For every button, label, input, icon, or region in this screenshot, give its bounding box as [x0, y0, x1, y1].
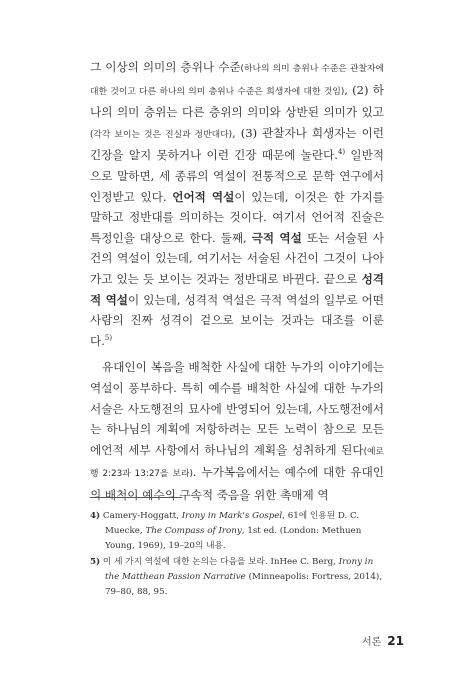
- text: Camery-Hoggatt,: [102, 511, 182, 521]
- book-title: Irony in Mark's Gospel: [181, 511, 283, 521]
- text: , (2) 하나의 의미 층위는 다른 층위의 의미와 상반된 의미가 있고: [90, 82, 384, 120]
- page-footer: [362, 633, 404, 648]
- text: 유대인이 복음을 배척한 사실에 대한 누가의 이야기에는 역설이 풍부하다. 특히 예수를 배척한 사실에 대한 누가의 서술은 사도행전의 묘사에 반영되어 있는데, 사도행전에서는 하나님의 계획에 저항하려는 모든 노력이 참으로 모든 에언적 세부 사항에서 하나님의 계획을 성취하게 된다: [90, 360, 384, 457]
- text: 일반적으로 말하면, 세 종류의 역설이 전통적으로 문학 연구에서 인정받고 있다.: [90, 148, 384, 204]
- text: . 누가복음에서는 예수에 대한 유대인의 배척이 예수의 구속적 죽음을 위한 촉매제 역: [90, 465, 385, 502]
- text: , 61에 인용된 D. C. Muecke,: [105, 511, 360, 536]
- footnote-ref-5[interactable]: 5): [104, 333, 113, 342]
- term-character-irony: 성격적 역설: [90, 271, 384, 307]
- term-dramatic-irony: 극적 역설: [251, 230, 302, 245]
- book-title: The Compass of Irony: [145, 526, 242, 536]
- term-verbal-irony: 언어적 역설: [172, 189, 235, 204]
- text: , (3) 관찰자나 희생자는 이런 긴장을 알지 못하거나 이런 긴장 때문에 놀란다.: [90, 125, 384, 163]
- text: 이 있는데, 성격적 역설은 극적 역설의 일부로 어떤 사람의 진짜 성격이 겉으로 보이는 것과는 대조를 이룬다.: [90, 292, 384, 348]
- text: 이 있는데, 이것은 한 가지를 말하고 정반대를 의미하는 것이다. 여기서 언어적 진술은 특정인을 대상으로 한다. 둘째,: [90, 189, 384, 245]
- footnote-divider: [90, 497, 182, 498]
- paragraph-1: [90, 57, 384, 351]
- footnote-number: 4): [90, 511, 101, 521]
- text: 그 이상의 의미의 층위나 수준: [90, 60, 241, 74]
- inline-note: (각각 보이는 것은 진실과 정반대다): [90, 129, 233, 140]
- body-text: [90, 57, 384, 505]
- page-number: 21: [387, 634, 404, 648]
- footnote-ref-4[interactable]: 4): [337, 148, 346, 157]
- footnote-4: [90, 509, 386, 554]
- inline-note: (하나의 의미 층위나 수준은 관찰자에 대한 것이고 다른 하나의 의미 층위나 수준은 희생자에 대한 것임): [90, 64, 384, 97]
- text: (Minneapolis: Fortress, 2014), 79–80, 88, 95.: [105, 572, 383, 597]
- text: , 1st ed. (London: Methuen Young, 1969), 19–20의 내용.: [105, 526, 362, 551]
- footnotes: [90, 509, 386, 601]
- text: 또는 서술된 사건의 역설이 있는데, 여기서는 서술된 사건이 그것이 나아가고 있는 듯 보이는 것과는 정반대로 바뀐다. 끝으로: [90, 230, 384, 286]
- footnote-5: [90, 555, 386, 600]
- paragraph-2: [90, 357, 384, 505]
- book-title: Irony in the Matthean Passion Narrative: [105, 557, 374, 582]
- inline-note: (예로 행 2:23과 13:27을 보라): [90, 446, 384, 480]
- footnote-number: 5): [90, 557, 101, 567]
- section-label: 서론: [361, 637, 382, 648]
- text: 이 세 가지 역설에 대한 논의는 다음을 보라. InHee C. Berg,: [102, 557, 339, 567]
